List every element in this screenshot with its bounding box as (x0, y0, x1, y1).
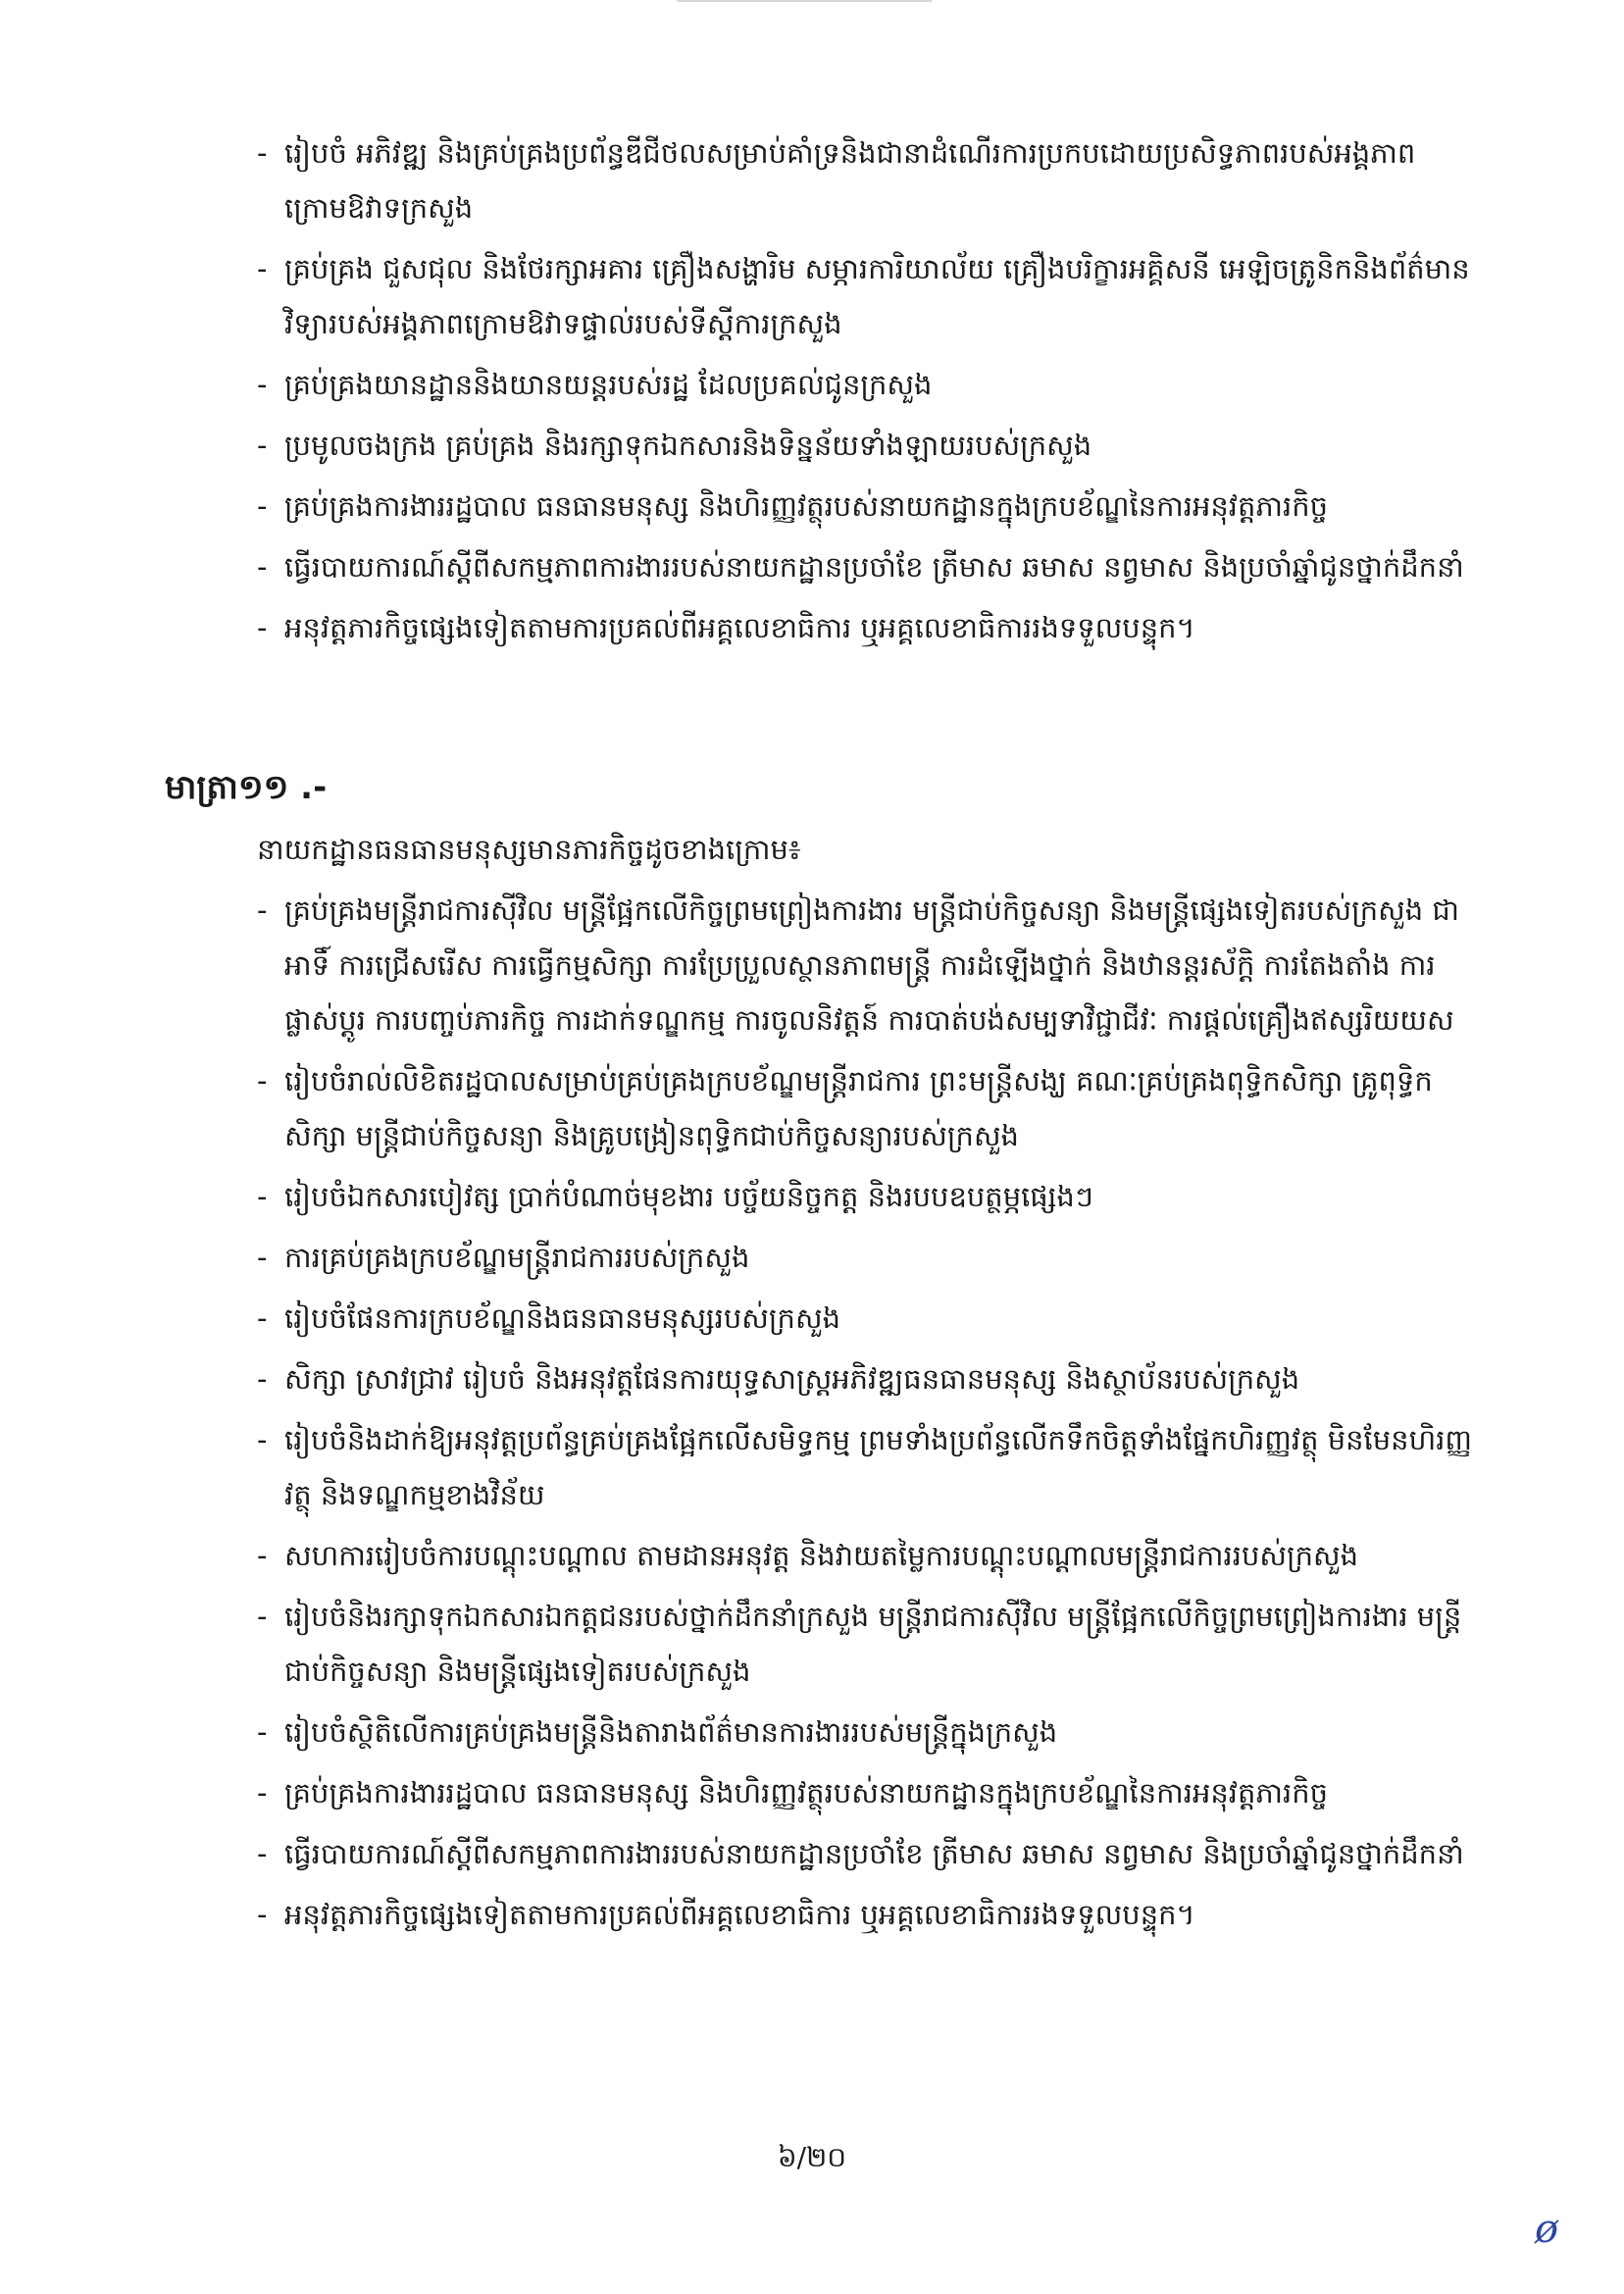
duty-list-top (0, 126, 1624, 655)
list-item (0, 126, 1624, 235)
bullet-dash: - (257, 1776, 268, 1810)
article-duties (0, 883, 1624, 1948)
list-item-text: រៀបចំនិងដាក់ឱ្យអនុវត្តប្រព័ន្ធគ្រប់គ្រងផ្អែកលើសមិទ្ធកម្ម ព្រមទាំងប្រព័ន្ធលើកទឹកចិត្តទាំងផ្នែកហិរញ្ញវត្ថុ មិនមែនហិរញ្ញវត្ថុ និងទណ្ឌកម្មខាងវិន័យ (284, 1423, 1473, 1511)
article-heading: មាត្រា១១ .- (165, 768, 328, 807)
bullet-dash: - (257, 1837, 268, 1870)
list-item-text: អនុវត្តភារកិច្ចផ្សេងទៀតតាមការប្រគល់ពីអគ្គលេខាធិការ ឬអគ្គលេខាធិការរងទទួលបន្ទុក។ (284, 611, 1195, 644)
scan-top-mark (677, 0, 932, 8)
list-item-text: គ្រប់គ្រង ជួសជុល និងថែរក្សាអគារ គ្រឿងសង្ហារិម សម្ភារការិយាល័យ គ្រឿងបរិក្ខារអគ្គិសនី អេឡិចត្រូនិកនិងព័ត៌មានវិទ្យារបស់អង្គភាពក្រោមឱវាទផ្ទាល់របស់ទីស្តីការក្រសួង (284, 252, 1470, 340)
bullet-dash: - (257, 1715, 268, 1749)
bullet-dash: - (257, 489, 268, 523)
list-item-text: គ្រប់គ្រងមន្ត្រីរាជការស៊ីវិល មន្ត្រីផ្អែកលើកិច្ចព្រមព្រៀងការងារ មន្ត្រីជាប់កិច្ចសន្យា និងមន្ត្រីផ្សេងទៀតរបស់ក្រសួង ជាអាទិ៍ ការជ្រើសរើស ការធ្វើកម្មសិក្សា ការប្រែប្រួលស្ថានភាពមន្ត្រី ការដំឡើងថ្នាក់ និងឋានន្តរស័ក្តិ ការតែងតាំង ការផ្លាស់ប្តូរ ការបញ្ចប់ភារកិច្ច ការដាក់ទណ្ឌកម្ម ការចូលនិវត្តន៍ ការបាត់បង់សម្បទាវិជ្ជាជីវៈ ការផ្តល់គ្រឿងឥស្សរិយយស (284, 893, 1460, 1037)
list-item-text: ធ្វើរបាយការណ៍ស្តីពីសកម្មភាពការងាររបស់នាយកដ្ឋានប្រចាំខែ ត្រីមាស ឆមាស នព្វមាស និងប្រចាំឆ្នាំជូនថ្នាក់ដឹកនាំ (284, 1837, 1464, 1870)
article-intro: នាយកដ្ឋានធនធានមនុស្សមានភារកិច្ចដូចខាងក្រោម៖ (257, 833, 801, 866)
list-item (0, 418, 1624, 473)
list-item (0, 883, 1624, 1047)
list-item-text: សិក្សា ស្រាវជ្រាវ រៀបចំ និងអនុវត្តផែនការយុទ្ធសាស្ត្រអភិវឌ្ឍធនធានមនុស្ស និងស្ថាប័នរបស់ក្រសួង (284, 1362, 1300, 1396)
list-item (0, 1169, 1624, 1224)
bullet-dash: - (257, 893, 268, 927)
list-item (0, 1589, 1624, 1699)
list-item-text: គ្រប់គ្រងការងាររដ្ឋបាល ធនធានមនុស្ស និងហិរញ្ញវត្ថុរបស់នាយកដ្ឋានក្នុងក្របខ័ណ្ឌនៃការអនុវត្តភារកិច្ច (284, 489, 1329, 523)
list-item-text: ប្រមូលចងក្រង គ្រប់គ្រង និងរក្សាទុកឯកសារនិងទិន្នន័យទាំងឡាយរបស់ក្រសួង (284, 429, 1092, 462)
page-number: ៦/២០ (777, 2141, 847, 2173)
list-item-text: ធ្វើរបាយការណ៍ស្តីពីសកម្មភាពការងាររបស់នាយកដ្ឋានប្រចាំខែ ត្រីមាស ឆមាស នព្វមាស និងប្រចាំឆ្នាំជូនថ្នាក់ដឹកនាំ (284, 550, 1464, 584)
bullet-dash: - (257, 1180, 268, 1213)
list-item (0, 1765, 1624, 1820)
bullet-dash: - (257, 1898, 268, 1931)
bullet-dash: - (257, 550, 268, 584)
list-item (0, 1705, 1624, 1759)
list-item-text: អនុវត្តភារកិច្ចផ្សេងទៀតតាមការប្រគល់ពីអគ្គលេខាធិការ ឬអគ្គលេខាធិការរងទទួលបន្ទុក។ (284, 1898, 1195, 1931)
bullet-dash: - (257, 1600, 268, 1633)
list-item (0, 539, 1624, 594)
list-item-text: សហការរៀបចំការបណ្តុះបណ្តាល តាមដានអនុវត្ត និងវាយតម្លៃការបណ្តុះបណ្តាលមន្ត្រីរាជការរបស់ក្រសួង (284, 1539, 1359, 1572)
list-item-text: រៀបចំ អភិវឌ្ឍ និងគ្រប់គ្រងប្រព័ន្ធឌីជីថលសម្រាប់គាំទ្រនិងជានាដំណើរការប្រកបដោយប្រសិទ្ធភាពរបស់អង្គភាពក្រោមឱវាទក្រសួង (284, 136, 1416, 225)
list-item-text: គ្រប់គ្រងការងាររដ្ឋបាល ធនធានមនុស្ស និងហិរញ្ញវត្ថុរបស់នាយកដ្ឋានក្នុងក្របខ័ណ្ឌនៃការអនុវត្តភារកិច្ច (284, 1776, 1329, 1810)
list-item (0, 600, 1624, 655)
bullet-dash: - (257, 252, 268, 285)
list-item-text: រៀបចំឯកសារបៀវត្ស ប្រាក់បំណាច់មុខងារ បច្ច័យនិច្ចកត្ត និងរបបឧបត្ថម្ភផ្សេងៗ (284, 1180, 1093, 1213)
list-item-text: ការគ្រប់គ្រងក្របខ័ណ្ឌមន្ត្រីរាជការរបស់ក្រសួង (284, 1241, 750, 1274)
list-item (0, 1053, 1624, 1163)
list-item-text: រៀបចំនិងរក្សាទុកឯកសារឯកត្តជនរបស់ថ្នាក់ដឹកនាំក្រសួង មន្ត្រីរាជការស៊ីវិល មន្ត្រីផ្អែកលើកិច្ចព្រមព្រៀងការងារ មន្ត្រីជាប់កិច្ចសន្យា និងមន្ត្រីផ្សេងទៀតរបស់ក្រសួង (284, 1600, 1462, 1688)
bullet-dash: - (257, 1064, 268, 1097)
list-item (0, 1826, 1624, 1881)
bullet-dash: - (257, 1301, 268, 1335)
handwritten-initials: ø (1535, 2207, 1559, 2252)
list-item (0, 1412, 1624, 1522)
bullet-dash: - (257, 429, 268, 462)
bullet-dash: - (257, 136, 268, 170)
list-item (0, 1230, 1624, 1285)
bullet-dash: - (257, 368, 268, 401)
duty-list-article (0, 883, 1624, 1942)
bullet-dash: - (257, 611, 268, 644)
list-item (0, 357, 1624, 412)
list-item-text: រៀបចំផែនការក្របខ័ណ្ឌនិងធនធានមនុស្សរបស់ក្រសួង (284, 1301, 840, 1335)
bullet-dash: - (257, 1423, 268, 1456)
list-item-text: គ្រប់គ្រងយានដ្ឋាននិងយានយន្តរបស់រដ្ឋ ដែលប្រគល់ជូនក្រសួង (284, 368, 933, 401)
bullet-dash: - (257, 1539, 268, 1572)
list-item (0, 1887, 1624, 1942)
list-item (0, 1351, 1624, 1406)
list-item (0, 1291, 1624, 1346)
previous-article-duties (0, 126, 1624, 661)
list-item-text: រៀបចំរាល់លិខិតរដ្ឋបាលសម្រាប់គ្រប់គ្រងក្របខ័ណ្ឌមន្ត្រីរាជការ ព្រះមន្ត្រីសង្ឃ គណៈគ្រប់គ្រងពុទ្ធិកសិក្សា គ្រូពុទ្ធិកសិក្សា មន្ត្រីជាប់កិច្ចសន្យា និងគ្រូបង្រៀនពុទ្ធិកជាប់កិច្ចសន្យារបស់ក្រសួង (284, 1064, 1433, 1152)
bullet-dash: - (257, 1241, 268, 1274)
bullet-dash: - (257, 1362, 268, 1396)
list-item (0, 479, 1624, 534)
list-item-text: រៀបចំស្ថិតិលើការគ្រប់គ្រងមន្ត្រីនិងតារាងព័ត៌មានការងាររបស់មន្ត្រីក្នុងក្រសួង (284, 1715, 1058, 1749)
list-item (0, 241, 1624, 351)
list-item (0, 1528, 1624, 1583)
